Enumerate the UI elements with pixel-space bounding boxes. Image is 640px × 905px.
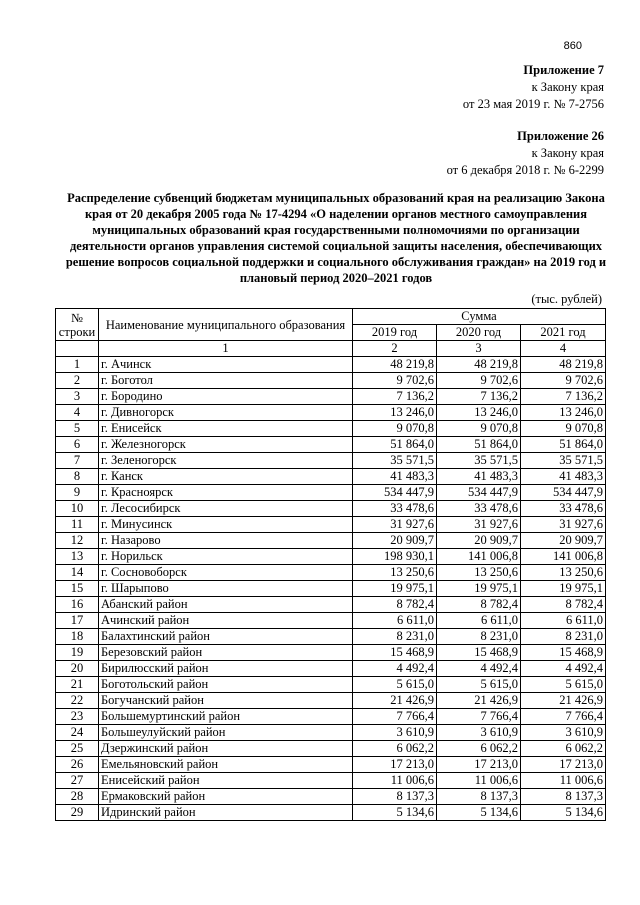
table-row	[56, 373, 606, 389]
municipality-name: г. Енисейск	[99, 421, 353, 437]
row-number: 13	[56, 549, 99, 565]
value-2020: 41 483,3	[437, 469, 521, 485]
row-number: 25	[56, 741, 99, 757]
municipality-name: г. Шарыпово	[99, 581, 353, 597]
table-row	[56, 645, 606, 661]
table-row	[56, 629, 606, 645]
value-2019: 51 864,0	[353, 437, 437, 453]
row-number: 5	[56, 421, 99, 437]
table-header	[56, 309, 606, 357]
value-2021: 20 909,7	[521, 533, 606, 549]
table-row	[56, 693, 606, 709]
header-index-4: 4	[521, 341, 606, 357]
municipality-name: Енисейский район	[99, 773, 353, 789]
value-2019: 5 615,0	[353, 677, 437, 693]
row-number: 29	[56, 805, 99, 821]
row-number: 26	[56, 757, 99, 773]
header-2019: 2019 год	[353, 325, 437, 341]
value-2020: 7 136,2	[437, 389, 521, 405]
value-2019: 534 447,9	[353, 485, 437, 501]
row-number: 9	[56, 485, 99, 501]
appendix-7-header	[463, 62, 604, 113]
municipality-name: Балахтинский район	[99, 629, 353, 645]
value-2021: 33 478,6	[521, 501, 606, 517]
municipality-name: г. Красноярск	[99, 485, 353, 501]
value-2021: 3 610,9	[521, 725, 606, 741]
municipality-name: Емельяновский район	[99, 757, 353, 773]
value-2020: 15 468,9	[437, 645, 521, 661]
value-2021: 19 975,1	[521, 581, 606, 597]
value-2019: 6 062,2	[353, 741, 437, 757]
municipality-name: г. Бородино	[99, 389, 353, 405]
units-label: (тыс. рублей)	[531, 292, 602, 306]
value-2019: 21 426,9	[353, 693, 437, 709]
municipality-name: Богучанский район	[99, 693, 353, 709]
municipality-name: г. Боготол	[99, 373, 353, 389]
value-2021: 9 702,6	[521, 373, 606, 389]
row-number: 21	[56, 677, 99, 693]
municipality-name: Идринский район	[99, 805, 353, 821]
value-2019: 15 468,9	[353, 645, 437, 661]
municipality-name: г. Назарово	[99, 533, 353, 549]
row-number: 19	[56, 645, 99, 661]
table-row	[56, 757, 606, 773]
value-2019: 3 610,9	[353, 725, 437, 741]
value-2021: 41 483,3	[521, 469, 606, 485]
municipality-name: г. Минусинск	[99, 517, 353, 533]
page-number: 860	[563, 40, 582, 52]
table-row	[56, 789, 606, 805]
header-index-3: 3	[437, 341, 521, 357]
value-2021: 51 864,0	[521, 437, 606, 453]
value-2020: 35 571,5	[437, 453, 521, 469]
table-row	[56, 597, 606, 613]
value-2021: 8 137,3	[521, 789, 606, 805]
value-2020: 534 447,9	[437, 485, 521, 501]
value-2021: 534 447,9	[521, 485, 606, 501]
value-2021: 17 213,0	[521, 757, 606, 773]
row-number: 18	[56, 629, 99, 645]
table-row	[56, 357, 606, 373]
value-2019: 8 782,4	[353, 597, 437, 613]
document-title: Распределение субвенций бюджетам муниципальных образований края на реализацию Закона края от 20 декабря 2005 года № 17-4294 «О наделении органов местного самоуправления муниципальных образований края государственными полномочиями по организации деятельности органов управления системой социальной защиты населения, обеспечивающих решение вопросов социальной поддержки и социального обслуживания граждан» на 2019 год и плановый период 2020–2021 годов	[65, 191, 607, 285]
value-2020: 5 134,6	[437, 805, 521, 821]
table-row	[56, 501, 606, 517]
value-2020: 13 250,6	[437, 565, 521, 581]
value-2019: 8 137,3	[353, 789, 437, 805]
table-row	[56, 709, 606, 725]
value-2021: 7 766,4	[521, 709, 606, 725]
table-row	[56, 421, 606, 437]
row-number: 11	[56, 517, 99, 533]
row-number: 4	[56, 405, 99, 421]
header-municipality-name: Наименование муниципального образования	[99, 309, 353, 341]
municipality-name: Березовский район	[99, 645, 353, 661]
value-2020: 51 864,0	[437, 437, 521, 453]
value-2020: 48 219,8	[437, 357, 521, 373]
row-number: 8	[56, 469, 99, 485]
value-2020: 21 426,9	[437, 693, 521, 709]
table-body	[56, 357, 606, 821]
table-row	[56, 437, 606, 453]
table-row	[56, 405, 606, 421]
value-2019: 20 909,7	[353, 533, 437, 549]
subsidy-table	[55, 308, 606, 821]
row-number: 24	[56, 725, 99, 741]
value-2020: 8 137,3	[437, 789, 521, 805]
row-number: 16	[56, 597, 99, 613]
value-2019: 8 231,0	[353, 629, 437, 645]
row-number: 12	[56, 533, 99, 549]
appendix-26-header	[447, 128, 604, 179]
row-number: 15	[56, 581, 99, 597]
value-2019: 31 927,6	[353, 517, 437, 533]
value-2020: 3 610,9	[437, 725, 521, 741]
value-2021: 21 426,9	[521, 693, 606, 709]
table-row	[56, 613, 606, 629]
row-number: 7	[56, 453, 99, 469]
value-2021: 13 250,6	[521, 565, 606, 581]
value-2021: 141 006,8	[521, 549, 606, 565]
value-2020: 20 909,7	[437, 533, 521, 549]
value-2021: 4 492,4	[521, 661, 606, 677]
header-index-2: 2	[353, 341, 437, 357]
table-row	[56, 517, 606, 533]
municipality-name: Большемуртинский район	[99, 709, 353, 725]
municipality-name: Бирилюсский район	[99, 661, 353, 677]
row-number: 23	[56, 709, 99, 725]
value-2020: 31 927,6	[437, 517, 521, 533]
municipality-name: г. Железногорск	[99, 437, 353, 453]
value-2019: 41 483,3	[353, 469, 437, 485]
municipality-name: г. Канск	[99, 469, 353, 485]
value-2019: 17 213,0	[353, 757, 437, 773]
row-number: 22	[56, 693, 99, 709]
table-row	[56, 549, 606, 565]
value-2021: 48 219,8	[521, 357, 606, 373]
appendix-26-line2: от 6 декабря 2018 г. № 6-2299	[446, 163, 604, 177]
appendix-7-line1: к Закону края	[531, 80, 604, 94]
appendix-7-title: Приложение 7	[523, 63, 604, 77]
row-number: 20	[56, 661, 99, 677]
value-2020: 11 006,6	[437, 773, 521, 789]
row-number: 6	[56, 437, 99, 453]
value-2020: 6 062,2	[437, 741, 521, 757]
row-number: 1	[56, 357, 99, 373]
value-2021: 5 615,0	[521, 677, 606, 693]
value-2021: 5 134,6	[521, 805, 606, 821]
table-row	[56, 773, 606, 789]
value-2021: 11 006,6	[521, 773, 606, 789]
value-2020: 7 766,4	[437, 709, 521, 725]
value-2019: 9 702,6	[353, 373, 437, 389]
value-2019: 13 246,0	[353, 405, 437, 421]
municipality-name: Большеулуйский район	[99, 725, 353, 741]
table-row	[56, 661, 606, 677]
header-index-1: 1	[99, 341, 353, 357]
row-number: 10	[56, 501, 99, 517]
table-row	[56, 469, 606, 485]
value-2019: 19 975,1	[353, 581, 437, 597]
value-2019: 33 478,6	[353, 501, 437, 517]
value-2020: 13 246,0	[437, 405, 521, 421]
municipality-name: г. Лесосибирск	[99, 501, 353, 517]
value-2020: 8 782,4	[437, 597, 521, 613]
value-2019: 5 134,6	[353, 805, 437, 821]
row-number: 3	[56, 389, 99, 405]
header-index-blank	[56, 341, 99, 357]
table-row	[56, 741, 606, 757]
table-row	[56, 805, 606, 821]
value-2020: 9 070,8	[437, 421, 521, 437]
value-2021: 6 611,0	[521, 613, 606, 629]
value-2019: 7 136,2	[353, 389, 437, 405]
table-row	[56, 581, 606, 597]
municipality-name: Боготольский район	[99, 677, 353, 693]
table-row	[56, 533, 606, 549]
value-2020: 19 975,1	[437, 581, 521, 597]
appendix-7-line2: от 23 мая 2019 г. № 7-2756	[462, 97, 604, 111]
value-2020: 17 213,0	[437, 757, 521, 773]
value-2020: 8 231,0	[437, 629, 521, 645]
appendix-26-line1: к Закону края	[531, 146, 604, 160]
value-2020: 9 702,6	[437, 373, 521, 389]
value-2019: 198 930,1	[353, 549, 437, 565]
header-row-number: № строки	[56, 309, 99, 341]
header-sum: Сумма	[353, 309, 606, 325]
row-number: 2	[56, 373, 99, 389]
value-2020: 141 006,8	[437, 549, 521, 565]
table-row	[56, 485, 606, 501]
row-number: 27	[56, 773, 99, 789]
appendix-26-title: Приложение 26	[517, 129, 604, 143]
table-row	[56, 389, 606, 405]
municipality-name: г. Дивногорск	[99, 405, 353, 421]
municipality-name: Ачинский район	[99, 613, 353, 629]
municipality-name: г. Сосновоборск	[99, 565, 353, 581]
row-number: 17	[56, 613, 99, 629]
municipality-name: г. Норильск	[99, 549, 353, 565]
municipality-name: г. Зеленогорск	[99, 453, 353, 469]
value-2019: 6 611,0	[353, 613, 437, 629]
value-2021: 6 062,2	[521, 741, 606, 757]
value-2019: 48 219,8	[353, 357, 437, 373]
municipality-name: Дзержинский район	[99, 741, 353, 757]
municipality-name: г. Ачинск	[99, 357, 353, 373]
value-2021: 13 246,0	[521, 405, 606, 421]
value-2021: 15 468,9	[521, 645, 606, 661]
municipality-name: Ермаковский район	[99, 789, 353, 805]
header-2021: 2021 год	[521, 325, 606, 341]
value-2021: 8 782,4	[521, 597, 606, 613]
value-2021: 31 927,6	[521, 517, 606, 533]
row-number: 14	[56, 565, 99, 581]
value-2021: 9 070,8	[521, 421, 606, 437]
table-row	[56, 453, 606, 469]
value-2019: 9 070,8	[353, 421, 437, 437]
value-2019: 4 492,4	[353, 661, 437, 677]
value-2019: 35 571,5	[353, 453, 437, 469]
municipality-name: Абанский район	[99, 597, 353, 613]
value-2019: 7 766,4	[353, 709, 437, 725]
value-2020: 5 615,0	[437, 677, 521, 693]
value-2020: 4 492,4	[437, 661, 521, 677]
value-2021: 8 231,0	[521, 629, 606, 645]
table-row	[56, 725, 606, 741]
value-2021: 7 136,2	[521, 389, 606, 405]
value-2020: 33 478,6	[437, 501, 521, 517]
value-2019: 11 006,6	[353, 773, 437, 789]
table-row	[56, 677, 606, 693]
value-2019: 13 250,6	[353, 565, 437, 581]
value-2020: 6 611,0	[437, 613, 521, 629]
row-number: 28	[56, 789, 99, 805]
table-row	[56, 565, 606, 581]
header-2020: 2020 год	[437, 325, 521, 341]
value-2021: 35 571,5	[521, 453, 606, 469]
